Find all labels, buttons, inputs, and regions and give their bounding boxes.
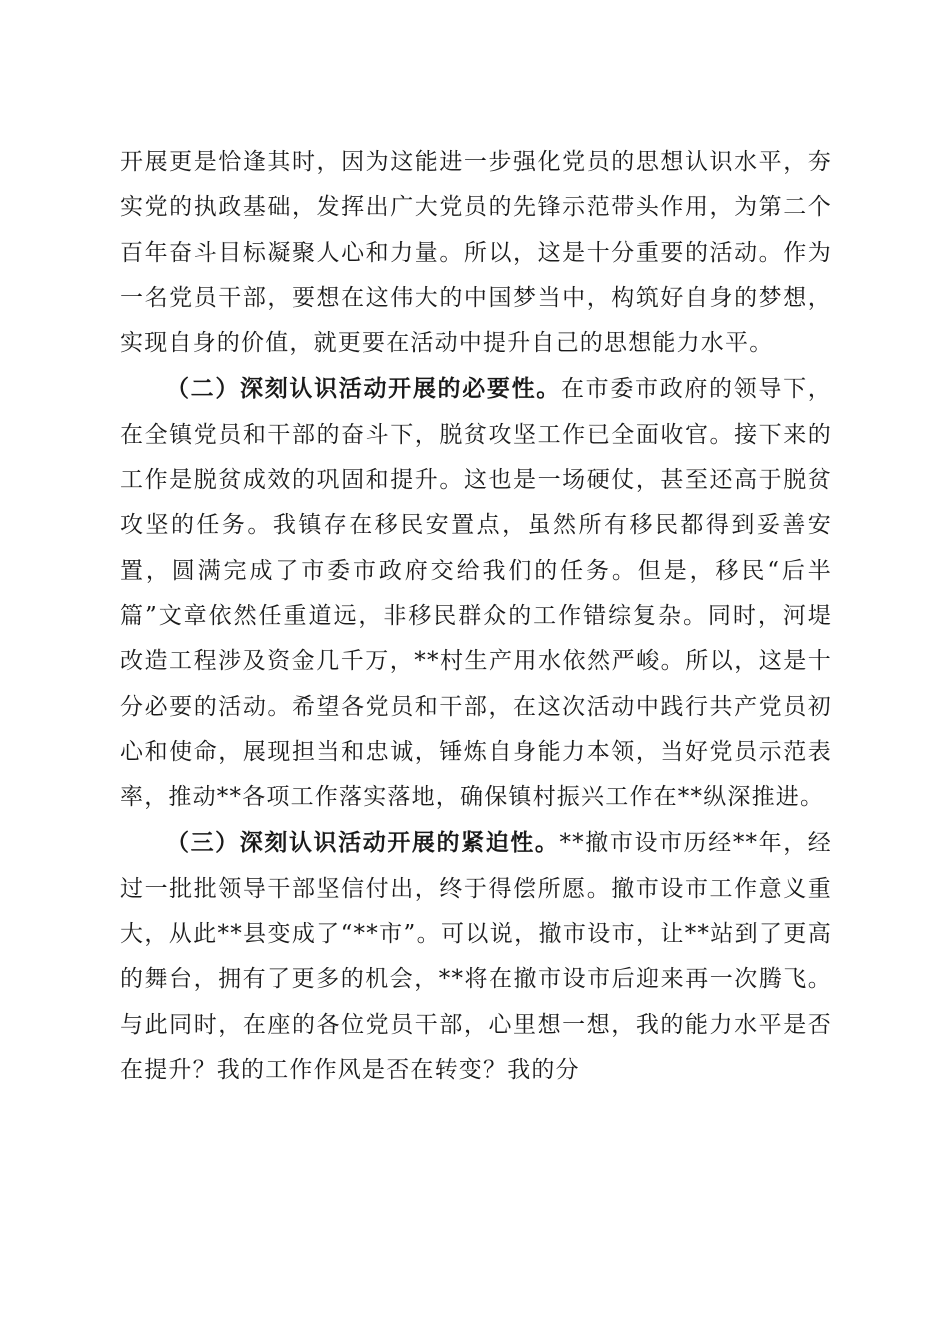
paragraph-continuation: [120, 140, 832, 366]
section-body: 在市委市政府的领导下，在全镇党员和干部的奋斗下，脱贫攻坚工作已全面收官。接下来的工作是脱贫成效的巩固和提升。这也是一场硬仗，甚至还高于脱贫攻坚的任务。我镇存在移民安置点，虽然所有移民都得到妥善安置，圆满完成了市委市政府交给我们的任务。但是，移民“后半篇”文章依然任重道远，非移民群众的工作错综复杂。同时，河堤改造工程涉及资金几千万，**村生产用水依然严峻。所以，这是十分必要的活动。希望各党员和干部，在这次活动中践行共产党员初心和使命，展现担当和忠诚，锤炼自身能力本领，当好党员示范表率，推动**各项工作落实落地，确保镇村振兴工作在**纵深推进。: [120, 376, 832, 811]
section-urgency: [120, 820, 832, 1093]
section-heading: （三）深刻认识活动开展的紧迫性。: [166, 829, 560, 857]
document-body: [120, 140, 832, 1093]
section-necessity: [120, 366, 832, 820]
paragraph-text: 开展更是恰逢其时，因为这能进一步强化党员的思想认识水平，夯实党的执政基础，发挥出广大党员的先锋示范带头作用，为第二个百年奋斗目标凝聚人心和力量。所以，这是十分重要的活动。作为一名党员干部，要想在这伟大的中国梦当中，构筑好自身的梦想，实现自身的价值，就更要在活动中提升自己的思想能力水平。: [120, 149, 832, 357]
section-heading: （二）深刻认识活动开展的必要性。: [166, 375, 561, 403]
section-body: **撤市设市历经**年，经过一批批领导干部坚信付出，终于得偿所愿。撤市设市工作意义重大，从此**县变成了“**市”。可以说，撤市设市，让**站到了更高的舞台，拥有了更多的机会，**将在撤市设市后迎来再一次腾飞。与此同时，在座的各位党员干部，心里想一想，我的能力水平是否在提升？我的工作作风是否在转变？我的分: [120, 830, 833, 1083]
